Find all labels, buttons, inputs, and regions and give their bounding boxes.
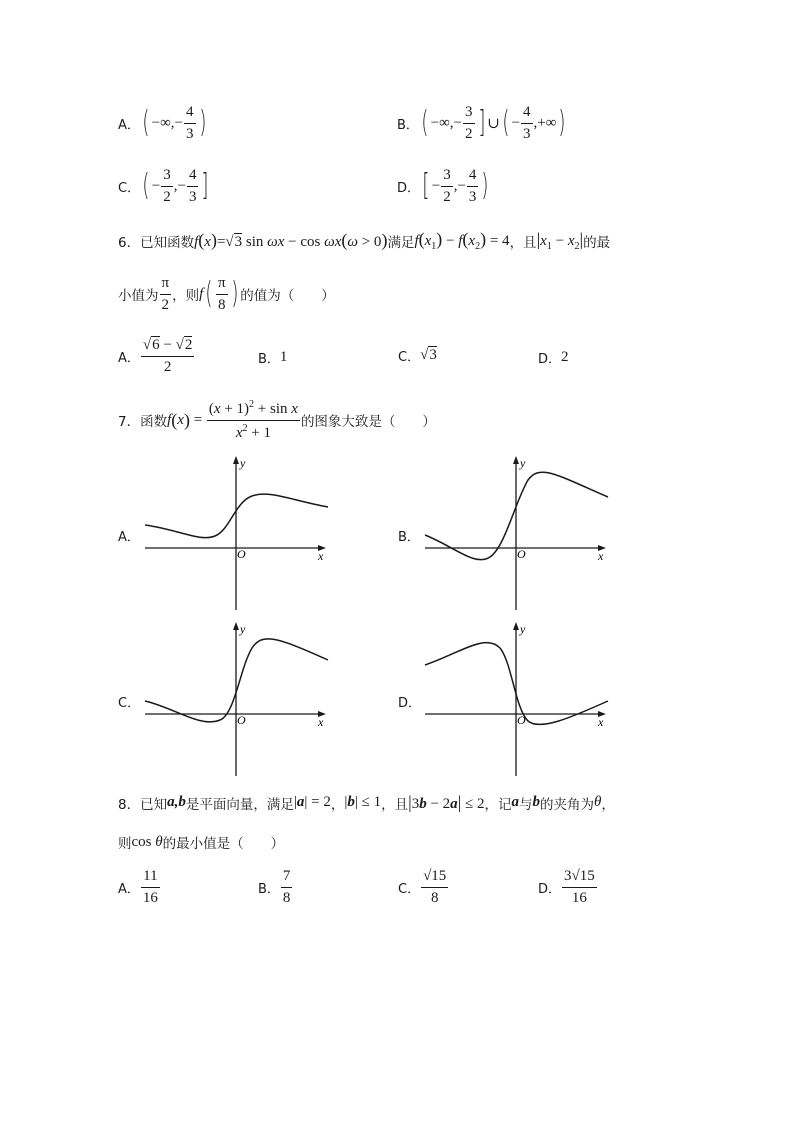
q6-line-1 bbox=[118, 229, 610, 252]
q8-vec-b: b bbox=[532, 794, 541, 810]
option-label: D． bbox=[538, 881, 562, 897]
option-expression: [ − $\frac{3}{2}$ ,− $\frac{4}{3}$ ) bbox=[422, 167, 489, 205]
q8-option-d bbox=[538, 868, 598, 906]
question-number: 6． bbox=[118, 234, 141, 251]
option-expression: $\frac{7}{8}$ bbox=[282, 868, 291, 906]
option-expression: √3 bbox=[420, 347, 437, 363]
option-label: C． bbox=[118, 180, 141, 196]
option-expression: $\frac{√6 - √2}{2}$ bbox=[142, 337, 193, 375]
q8-text: 则 bbox=[118, 836, 132, 852]
option-expression: ( −∞,− $\frac{3}{2}$ ] ∪ ( − $\frac{4}{3}$ ,+∞ ) bbox=[421, 104, 566, 142]
axis-y-label: y bbox=[240, 622, 246, 636]
q8-text: 的夹角为 bbox=[540, 796, 595, 813]
q8-cond-b: |b| ≤ 1 bbox=[344, 794, 382, 810]
axis-x-label: x bbox=[318, 715, 324, 729]
q5-option-b bbox=[397, 104, 568, 142]
graph-label-d: D． bbox=[398, 696, 422, 711]
q6-text: ，且 bbox=[509, 234, 537, 251]
origin-label: O bbox=[517, 713, 526, 727]
q5-option-a bbox=[118, 104, 208, 142]
q6-text: 的最 bbox=[583, 234, 611, 251]
q6-text: 已知函数 bbox=[140, 234, 195, 251]
q6-option-d bbox=[538, 348, 569, 367]
question-number: 7． bbox=[118, 414, 141, 430]
option-label: A． bbox=[118, 117, 140, 133]
q8-text: ，记 bbox=[484, 796, 512, 813]
q8-text: 与 bbox=[519, 796, 533, 813]
graph-a bbox=[140, 452, 335, 612]
option-label: B． bbox=[258, 881, 280, 897]
q8-text: ， bbox=[330, 796, 345, 813]
graph-c bbox=[140, 618, 335, 778]
q8-theta: θ bbox=[594, 794, 602, 810]
q6-option-a bbox=[118, 337, 195, 375]
q6-pi-half: $\frac{\pi}{2}$ bbox=[161, 275, 170, 313]
axis-y-label: y bbox=[520, 622, 526, 636]
graph-d bbox=[420, 618, 615, 778]
origin-label: O bbox=[237, 713, 246, 727]
q6-option-b bbox=[258, 348, 287, 367]
q5-option-d bbox=[397, 167, 491, 205]
q8-text: ，且 bbox=[381, 796, 409, 813]
q8-text: 已知 bbox=[140, 796, 168, 813]
option-label: A． bbox=[118, 350, 140, 366]
option-label: D． bbox=[538, 352, 562, 367]
q8-vectors: a,b bbox=[167, 794, 186, 810]
q8-text: 是平面向量，满足 bbox=[185, 796, 294, 813]
q6-text: 满足 bbox=[387, 234, 415, 251]
q7-function: f ( x ) = $\frac{(x + 1)^2 + \sin x}{x^2 + 1}$ bbox=[167, 399, 298, 441]
q8-cond-c: |3b − 2a| ≤ 2 bbox=[408, 792, 485, 812]
q8-line-2 bbox=[118, 832, 284, 852]
q6-text: 的值为（ ） bbox=[240, 288, 335, 304]
axis-y-label: y bbox=[240, 456, 246, 470]
q8-option-a bbox=[118, 868, 161, 906]
q7-text: 的图象大致是（ ） bbox=[300, 414, 436, 430]
origin-label: O bbox=[517, 547, 526, 561]
axis-x-label: x bbox=[598, 549, 604, 563]
option-expression: ( −∞,− $\frac{4}{3}$ ) bbox=[142, 104, 206, 142]
q6-text: ，则 bbox=[172, 288, 200, 304]
q8-line-1 bbox=[118, 792, 615, 813]
origin-label: O bbox=[237, 547, 246, 561]
q8-vec-a: a bbox=[511, 794, 520, 810]
q8-option-c bbox=[398, 868, 449, 906]
option-label: B． bbox=[397, 117, 419, 133]
option-label: C． bbox=[398, 881, 421, 897]
graph-label-c: C． bbox=[118, 696, 141, 711]
q8-cond-a: |a| = 2 bbox=[293, 794, 331, 810]
q6-function: f(x)=√3 sin ωx − cos ωx(ω > 0) bbox=[194, 230, 388, 250]
option-value: 2 bbox=[561, 349, 569, 365]
option-expression: $\frac{11}{16}$ bbox=[142, 868, 158, 906]
q5-option-c bbox=[118, 167, 211, 205]
option-expression: ( − $\frac{3}{2}$ ,− $\frac{4}{3}$ ] bbox=[142, 167, 209, 205]
option-expression: $\frac{√15}{8}$ bbox=[423, 868, 447, 906]
q6-abs: $|x_1 - x_2|$ bbox=[536, 229, 584, 252]
q6-option-c bbox=[398, 346, 437, 365]
option-expression: $\frac{3√15}{16}$ bbox=[564, 868, 595, 906]
axis-x-label: x bbox=[598, 715, 604, 729]
option-label: B． bbox=[258, 352, 280, 367]
q7-text: 函数 bbox=[140, 414, 168, 430]
q8-text: ， bbox=[601, 796, 615, 813]
q6-condition: $f(x_1) - f(x_2) = 4$ bbox=[414, 229, 510, 252]
option-label: A． bbox=[118, 881, 140, 897]
axis-x-label: x bbox=[318, 549, 324, 563]
option-label: D． bbox=[397, 180, 421, 196]
question-number: 8． bbox=[118, 796, 141, 813]
q6-text: 小值为 bbox=[118, 288, 159, 304]
option-value: 1 bbox=[279, 349, 288, 365]
q8-option-b bbox=[258, 868, 293, 906]
graph-b bbox=[420, 452, 615, 612]
graph-label-b: B． bbox=[398, 530, 420, 545]
axis-y-label: y bbox=[520, 456, 526, 470]
graph-label-a: A． bbox=[118, 530, 140, 545]
option-label: C． bbox=[398, 350, 421, 365]
q8-cos-theta: cos θ bbox=[131, 833, 163, 850]
q8-text: 的最小值是（ ） bbox=[162, 836, 285, 852]
q6-line-2 bbox=[118, 275, 335, 313]
q7-line bbox=[118, 399, 436, 441]
q6-f-pi-eighth: f ( $\frac{\pi}{8}$ ) bbox=[199, 275, 238, 313]
